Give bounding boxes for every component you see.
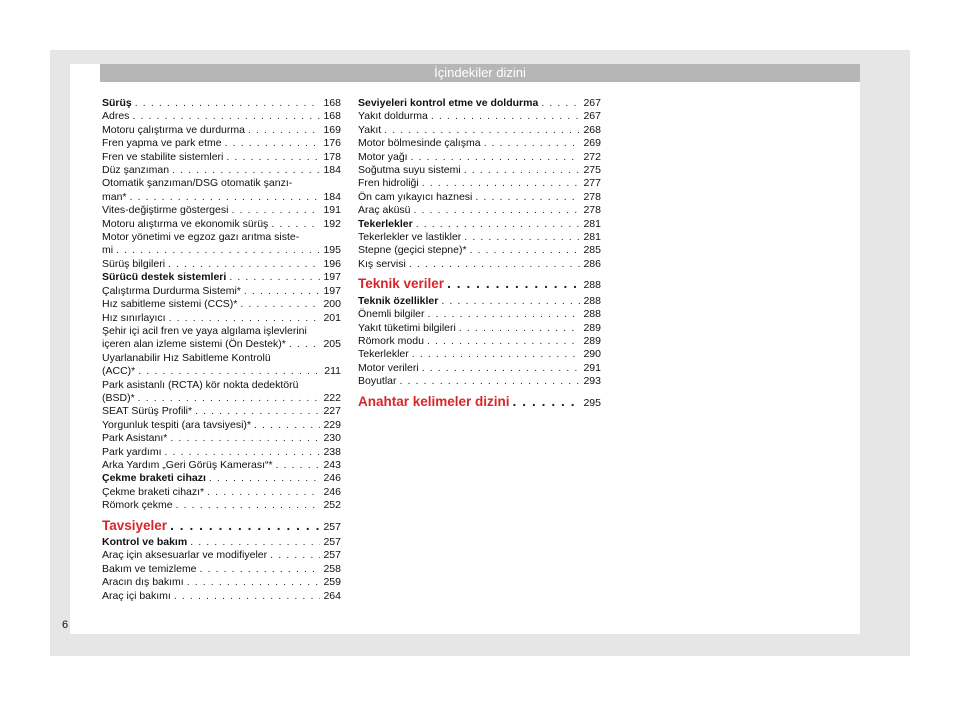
toc-entry-page: 278 [583, 204, 601, 217]
toc-entry-page: 184 [323, 164, 341, 177]
toc-entry-page: 288 [583, 308, 601, 321]
toc-entry-title: mi [102, 244, 114, 257]
toc-entry-page: 289 [583, 321, 601, 334]
toc-entry-page: 286 [583, 257, 601, 270]
toc-entry-title: Sürüş bilgileri [102, 257, 166, 270]
toc-entry-page: 257 [323, 520, 341, 533]
dot-leader [484, 137, 580, 150]
toc-entry-page: 168 [323, 110, 341, 123]
toc-entry[interactable] [102, 164, 341, 177]
toc-entry-page: 290 [583, 348, 601, 361]
toc-entry[interactable] [358, 218, 601, 231]
toc-entry-title: Park yardımı [102, 445, 162, 458]
toc-entry-page: 267 [583, 110, 601, 123]
toc-entry-title: Anahtar kelimeler dizini [358, 393, 510, 409]
dot-leader [209, 472, 320, 485]
toc-entry[interactable] [102, 590, 341, 603]
toc-entry[interactable] [102, 352, 341, 379]
toc-entry-page: 238 [323, 445, 341, 458]
toc-entry[interactable] [358, 244, 601, 257]
toc-entry[interactable] [102, 563, 341, 576]
toc-entry-title: Motoru çalıştırma ve durdurma [102, 123, 245, 136]
toc-entry-title: Römork modu [358, 334, 424, 347]
toc-entry-title: Motor yağı [358, 150, 408, 163]
dot-leader [170, 432, 320, 445]
toc-entry-title: Park Asistanı* [102, 432, 168, 445]
toc-entry-page: 269 [583, 137, 601, 150]
toc-entry-title: Yakıt tüketimi bilgileri [358, 321, 456, 334]
toc-entry-title: Tekerlekler [358, 348, 409, 361]
dot-leader [289, 338, 320, 351]
toc-entry[interactable] [102, 312, 341, 325]
toc-entry-title: Hız sınırlayıcı [102, 311, 166, 324]
toc-entry-title: Kış servisi [358, 257, 406, 270]
dot-leader [513, 395, 580, 408]
toc-entry-page: 281 [583, 231, 601, 244]
dot-leader [470, 244, 580, 257]
dot-leader [244, 285, 320, 298]
dot-leader [176, 499, 320, 512]
toc-entry-title: Yakıt doldurma [358, 110, 428, 123]
toc-entry-title-line: Uyarlanabilir Hız Sabitleme Kontrolü [102, 351, 271, 364]
toc-entry[interactable] [102, 231, 341, 258]
toc-entry[interactable] [102, 177, 341, 204]
toc-entry-title: Teknik veriler [358, 276, 445, 292]
toc-entry[interactable] [102, 110, 341, 123]
toc-entry[interactable] [358, 231, 601, 244]
dot-leader [248, 124, 320, 137]
dot-leader [138, 365, 320, 378]
dot-leader [132, 110, 320, 123]
toc-entry-page: 288 [583, 279, 601, 292]
toc-entry-title: Adres [102, 110, 130, 123]
dot-leader [431, 110, 580, 123]
dot-leader [231, 204, 320, 217]
toc-entry[interactable] [358, 348, 601, 361]
toc-entry-title: Sürücü destek sistemleri [102, 271, 227, 284]
dot-leader [422, 177, 580, 190]
dot-leader [428, 308, 580, 321]
toc-entry-title: Fren yapma ve park etme [102, 137, 222, 150]
dot-leader [276, 459, 320, 472]
toc-entry[interactable] [358, 124, 601, 137]
dot-leader [225, 137, 320, 150]
toc-entry-title-line: Motor yönetimi ve egzoz gazı arıtma siste- [102, 231, 300, 244]
toc-entry-page: 227 [323, 405, 341, 418]
toc-entry-page: 200 [323, 298, 341, 311]
toc-entry-page: 197 [323, 271, 341, 284]
toc-entry-title-line: Otomatik şanzıman/DSG otomatik şanzı- [102, 177, 293, 190]
toc-entry-page: 295 [583, 396, 601, 409]
toc-entry-page: 205 [323, 338, 341, 351]
toc-entry-page: 169 [323, 123, 341, 136]
toc-entry[interactable] [102, 446, 341, 459]
toc-entry[interactable] [358, 97, 601, 110]
dot-leader [464, 231, 580, 244]
toc-entry-title: Kontrol ve bakım [102, 536, 188, 548]
toc-entry-page: 281 [583, 217, 601, 230]
toc-entry[interactable] [102, 218, 341, 231]
toc-entry-page: 229 [323, 418, 341, 431]
toc-entry[interactable] [358, 258, 601, 271]
dot-leader [200, 563, 320, 576]
toc-entry[interactable] [358, 335, 601, 348]
toc-entry-page: 178 [323, 150, 341, 163]
toc-entry[interactable] [358, 204, 601, 217]
toc-entry-page: 288 [583, 294, 601, 307]
toc-entry-title: Fren ve stabilite sistemleri [102, 150, 224, 163]
toc-entry[interactable] [102, 298, 341, 311]
toc-entry-page: 184 [323, 190, 341, 203]
dot-leader [475, 191, 580, 204]
toc-entry-title: Motoru alıştırma ve ekonomik sürüş [102, 217, 269, 230]
toc-entry-page: 246 [323, 485, 341, 498]
toc-entry-page: 275 [583, 164, 601, 177]
dot-leader [172, 164, 320, 177]
toc-entry-page: 291 [583, 361, 601, 374]
toc-entry-title-line: Şehir içi acil fren ve yaya algılama işlevlerini [102, 324, 307, 337]
dot-leader [270, 549, 320, 562]
toc-entry[interactable] [358, 151, 601, 164]
toc-right-column [358, 97, 601, 412]
toc-entry[interactable] [102, 379, 341, 406]
toc-entry-page: 243 [323, 458, 341, 471]
toc-entry[interactable] [102, 151, 341, 164]
toc-entry-page: 259 [323, 576, 341, 589]
toc-entry-page: 246 [323, 472, 341, 485]
toc-entry[interactable] [358, 295, 601, 308]
toc-entry-page: 192 [323, 217, 341, 230]
dot-leader [441, 295, 580, 308]
dot-leader [138, 392, 320, 405]
toc-entry-page: 252 [323, 499, 341, 512]
toc-entry-title-line: Park asistanlı (RCTA) kör nokta dedektörü [102, 378, 299, 391]
toc-entry-title: Seviyeleri kontrol etme ve doldurma [358, 97, 539, 109]
toc-entry[interactable] [102, 499, 341, 512]
page-header [100, 64, 860, 82]
toc-entry-title: Sürüş [102, 97, 132, 109]
toc-entry[interactable] [102, 124, 341, 137]
dot-leader [207, 486, 320, 499]
toc-left-column [102, 97, 341, 603]
toc-entry-page: 195 [323, 244, 341, 257]
dot-leader [412, 348, 580, 361]
dot-leader [187, 576, 320, 589]
toc-entry-title: Tekerlekler ve lastikler [358, 231, 462, 244]
toc-entry-page: 277 [583, 177, 601, 190]
toc-entry-title: Çekme braketi cihazı* [102, 485, 205, 498]
toc-entry-page: 222 [323, 391, 341, 404]
toc-entry-title: SEAT Sürüş Profili* [102, 405, 193, 418]
dot-leader [409, 258, 580, 271]
toc-entry-title: Yakıt [358, 123, 382, 136]
toc-entry-title: Tavsiyeler [102, 517, 168, 533]
toc-entry-title: Çekme braketi cihazı [102, 472, 206, 485]
toc-entry[interactable] [358, 362, 601, 375]
dot-leader [229, 271, 320, 284]
toc-entry-title: Motor verileri [358, 361, 419, 374]
toc-entry-title: içeren alan izleme sistemi (Ön Destek)* [102, 338, 286, 351]
dot-leader [416, 218, 580, 231]
toc-entry-page: 211 [324, 365, 341, 378]
toc-entry-title: (BSD)* [102, 391, 135, 404]
dot-leader [168, 258, 320, 271]
toc-entry-title: Tekerlekler [358, 217, 413, 230]
toc-entry-title: Bakım ve temizleme [102, 562, 197, 575]
toc-entry-page: 264 [323, 589, 341, 602]
toc-entry-title: Araç aküsü [358, 204, 411, 217]
dot-leader [411, 151, 580, 164]
toc-entry[interactable] [102, 97, 341, 110]
toc-entry[interactable] [102, 137, 341, 150]
dot-leader [135, 97, 320, 110]
toc-entry-page: 272 [583, 150, 601, 163]
toc-entry[interactable] [102, 325, 341, 352]
dot-leader [116, 244, 320, 257]
toc-entry[interactable] [102, 536, 341, 549]
toc-entry[interactable] [102, 549, 341, 562]
toc-entry-title: man* [102, 190, 127, 203]
toc-entry-page: 258 [323, 562, 341, 575]
toc-entry-page: 196 [323, 257, 341, 270]
toc-entry-title: Hız sabitleme sistemi (CCS)* [102, 298, 238, 311]
dot-leader [541, 97, 580, 110]
toc-entry[interactable] [102, 472, 341, 485]
toc-entry-title: Yorgunluk tespiti (ara tavsiyesi)* [102, 418, 252, 431]
toc-entry-page: 285 [583, 244, 601, 257]
toc-section-heading[interactable] [358, 395, 601, 410]
dot-leader [226, 151, 320, 164]
toc-entry-title: Düz şanzıman [102, 164, 170, 177]
toc-entry-title: Ön cam yıkayıcı haznesi [358, 190, 473, 203]
dot-leader [447, 277, 580, 290]
dot-leader [169, 312, 320, 325]
toc-entry[interactable] [358, 164, 601, 177]
toc-entry-title: Önemli bilgiler [358, 308, 425, 321]
dot-leader [254, 419, 320, 432]
toc-entry-page: 201 [323, 311, 341, 324]
toc-entry-page: 293 [583, 375, 601, 388]
toc-entry-page: 168 [323, 97, 341, 109]
page-number: 6 [62, 619, 69, 631]
dot-leader [174, 590, 320, 603]
toc-entry[interactable] [102, 204, 341, 217]
toc-entry[interactable] [102, 271, 341, 284]
toc-entry-page: 230 [323, 432, 341, 445]
toc-entry[interactable] [102, 576, 341, 589]
toc-entry-page: 267 [583, 97, 601, 109]
dot-leader [130, 191, 320, 204]
toc-entry-title: Çalıştırma Durdurma Sistemi* [102, 284, 241, 297]
dot-leader [400, 375, 580, 388]
toc-entry-title: Soğutma suyu sistemi [358, 164, 461, 177]
toc-section-heading[interactable] [102, 519, 341, 534]
toc-entry-page: 197 [323, 284, 341, 297]
dot-leader [464, 164, 580, 177]
dot-leader [170, 519, 320, 532]
toc-entry-page: 257 [323, 536, 341, 548]
toc-entry-page: 257 [323, 549, 341, 562]
toc-entry[interactable] [102, 419, 341, 432]
dot-leader [240, 298, 320, 311]
toc-entry-title: Fren hidroliği [358, 177, 419, 190]
toc-entry[interactable] [102, 258, 341, 271]
toc-entry-title: Arka Yardım „Geri Görüş Kamerası“* [102, 458, 273, 471]
toc-entry-page: 289 [583, 334, 601, 347]
page-header-title: İçindekiler dizini [434, 65, 526, 80]
toc-entry-page: 191 [323, 204, 341, 217]
toc-section-heading[interactable] [358, 277, 601, 292]
dot-leader [165, 446, 320, 459]
toc-entry-title: Vites-değiştirme göstergesi [102, 204, 229, 217]
toc-entry[interactable] [358, 177, 601, 190]
toc-entry[interactable] [358, 308, 601, 321]
toc-entry-page: 278 [583, 190, 601, 203]
toc-entry-title: Römork çekme [102, 499, 173, 512]
toc-entry-title: Teknik özellikler [358, 294, 439, 307]
toc-entry[interactable] [358, 375, 601, 388]
toc-entry[interactable] [102, 486, 341, 499]
toc-entry[interactable] [358, 137, 601, 150]
dot-leader [459, 322, 580, 335]
toc-entry-page: 268 [583, 123, 601, 136]
dot-leader [190, 536, 320, 549]
toc-entry-page: 176 [323, 137, 341, 150]
toc-entry[interactable] [358, 191, 601, 204]
toc-entry[interactable] [102, 405, 341, 418]
toc-entry-title: Stepne (geçici stepne)* [358, 244, 467, 257]
dot-leader [384, 124, 580, 137]
dot-leader [271, 218, 320, 231]
dot-leader [414, 204, 580, 217]
toc-entry[interactable] [358, 110, 601, 123]
toc-entry-title: Araç içi bakımı [102, 589, 171, 602]
dot-leader [195, 405, 320, 418]
dot-leader [427, 335, 580, 348]
dot-leader [422, 362, 580, 375]
toc-entry-title: Aracın dış bakımı [102, 576, 184, 589]
toc-entry[interactable] [102, 459, 341, 472]
toc-entry-title: Motor bölmesinde çalışma [358, 137, 481, 150]
toc-entry-title: (ACC)* [102, 365, 136, 378]
toc-entry[interactable] [102, 285, 341, 298]
toc-entry-title: Araç için aksesuarlar ve modifiyeler [102, 549, 268, 562]
toc-entry[interactable] [102, 432, 341, 445]
toc-entry-title: Boyutlar [358, 375, 397, 388]
toc-entry[interactable] [358, 322, 601, 335]
